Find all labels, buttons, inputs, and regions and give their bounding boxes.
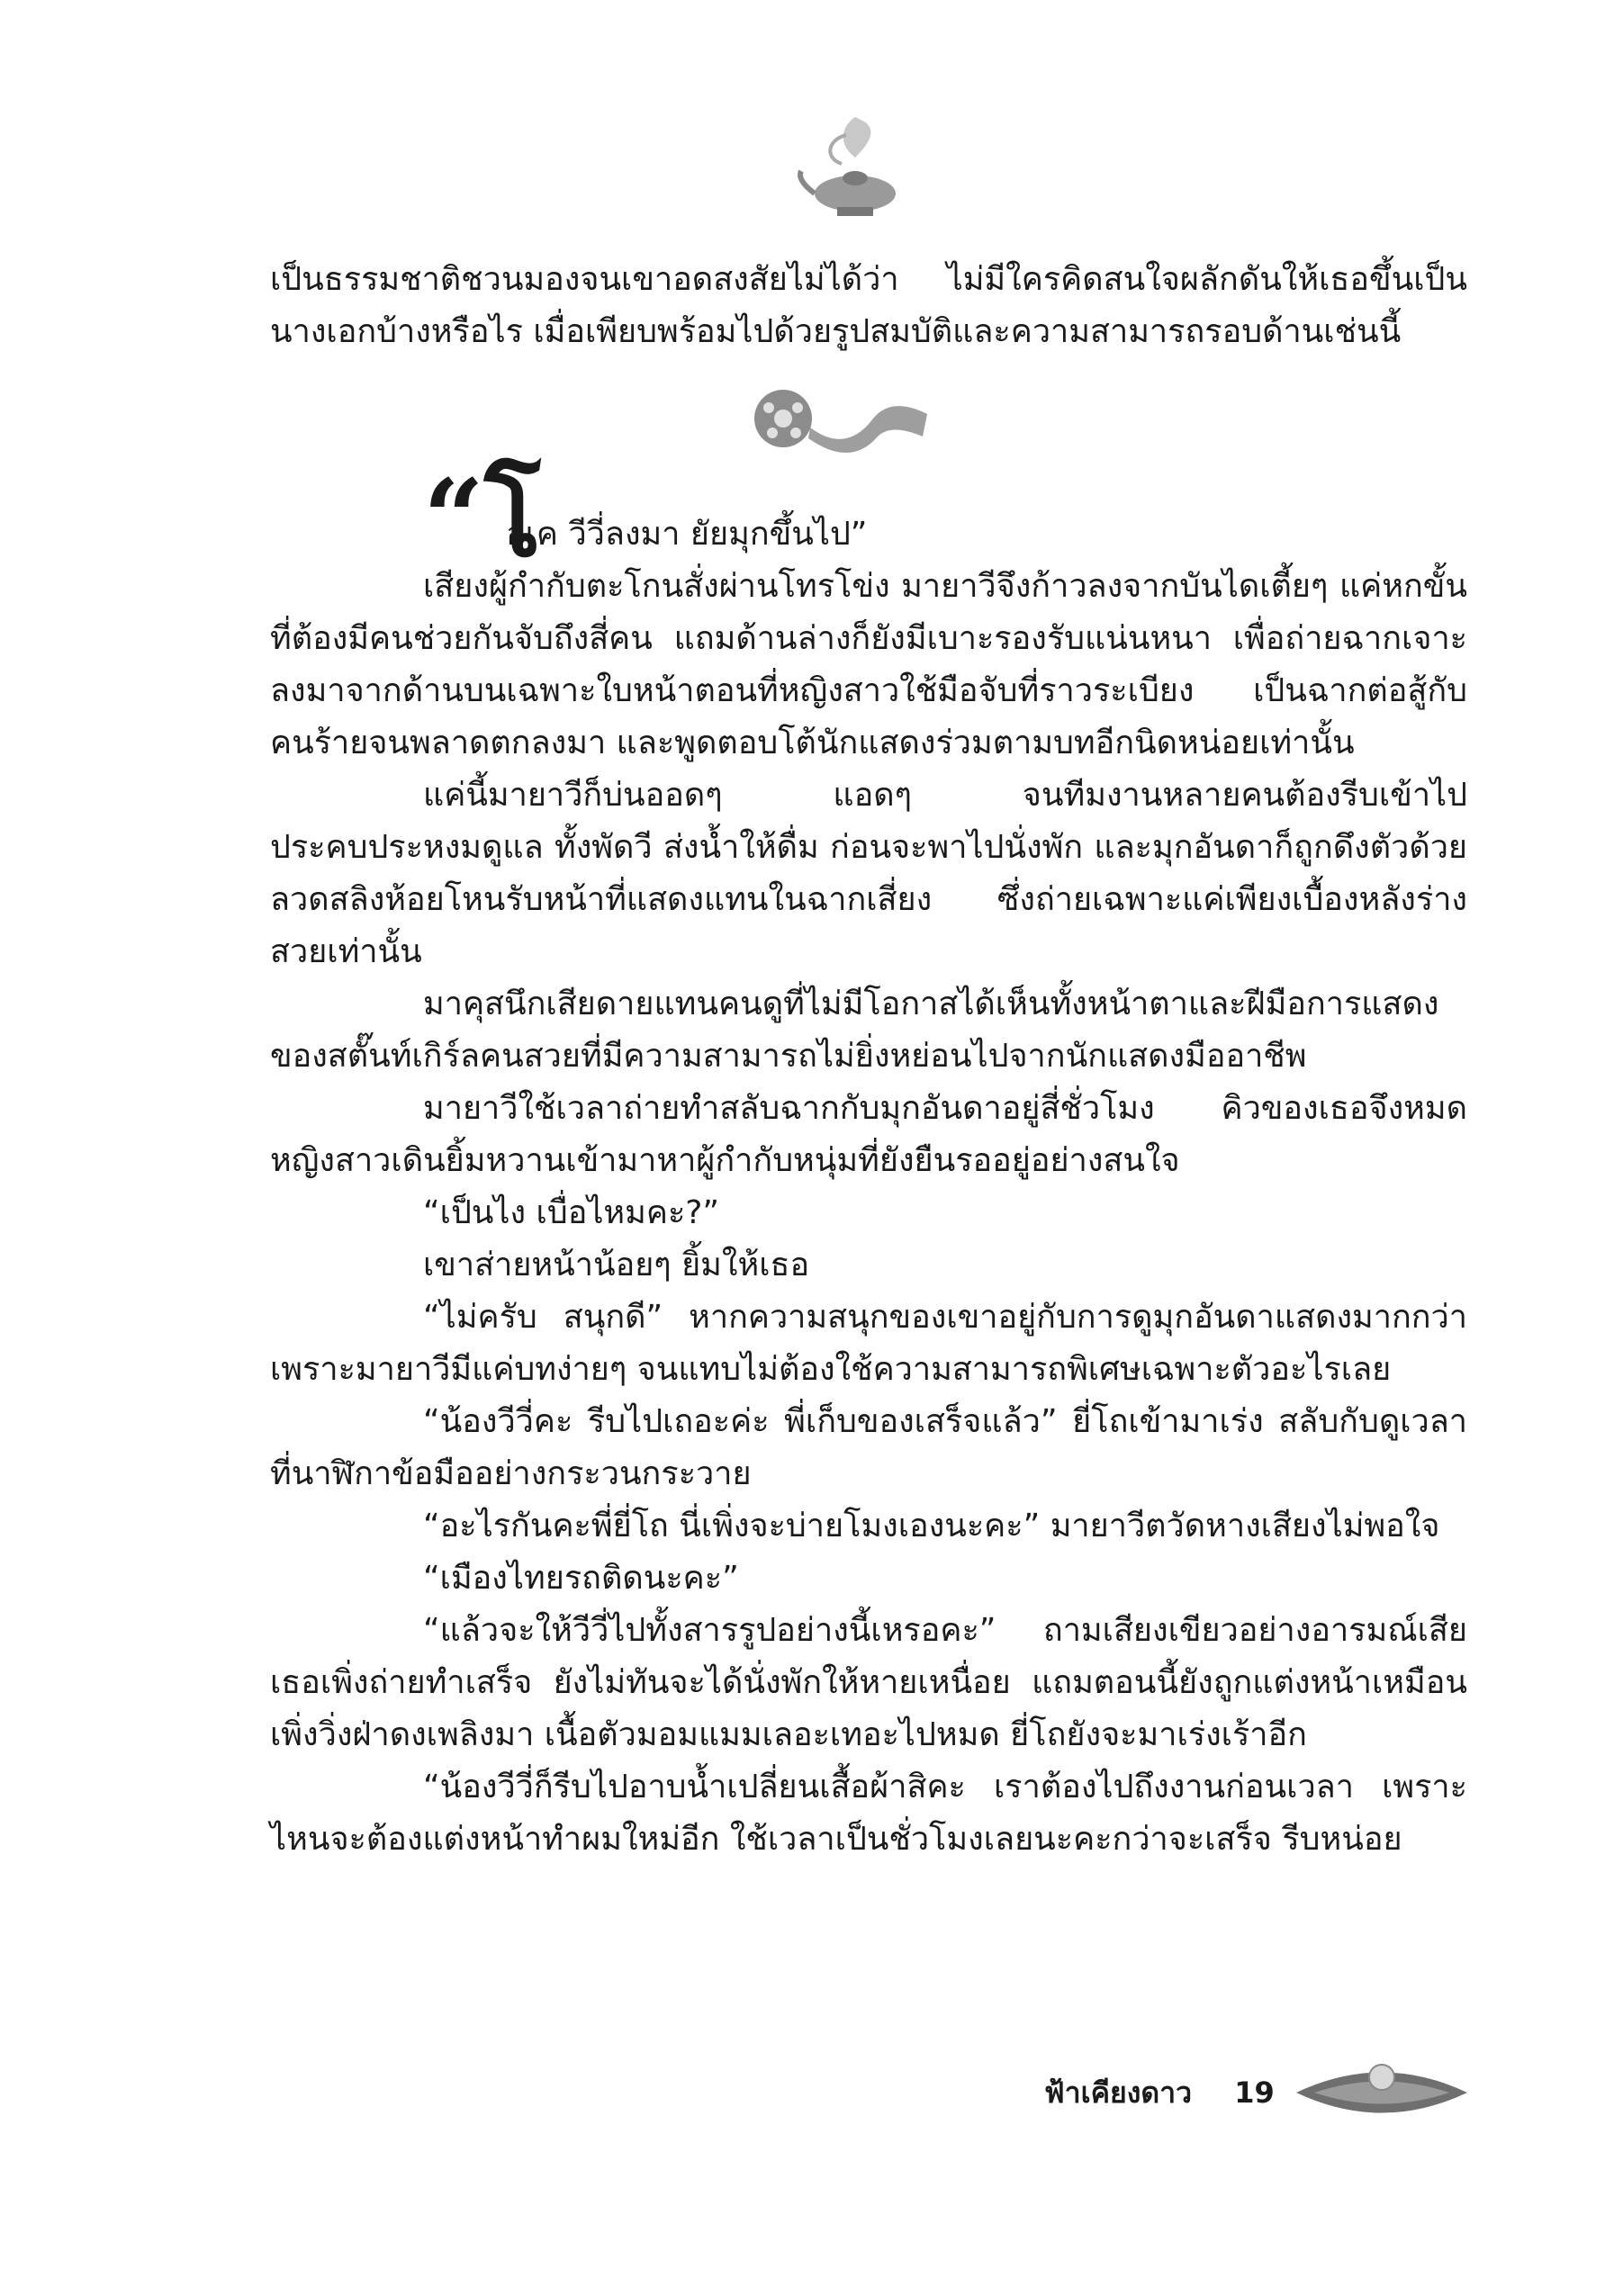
paragraph: “น้องวีวี่ก็รีบไปอาบน้ำเปลี่ยนเสื้อผ้าสิคะ เราต้องไปถึงงานก่อนเวลา เพราะไหนจะต้องแต่งหน้าทำผมใหม่อีก ใช้เวลาเป็นชั่วโมงเลยนะคะกว่าจะเสร็จ รีบหน่อย xyxy=(270,1769,1467,1858)
page-number: 19 xyxy=(1234,2075,1275,2110)
paragraph: มาคุสนึกเสียดายแทนคนดูที่ไม่มีโอกาสได้เห็นทั้งหน้าตาและฝีมือการแสดงของสตั๊นท์เกิร์ลคนสวยที่มีความสามารถไม่ยิ่งหย่อนไปจากนักแสดงมืออาชีพ xyxy=(270,986,1439,1075)
paragraph: แค่นี้มายาวีก็บ่นออดๆ แอดๆ จนทีมงานหลายคนต้องรีบเข้าไปประคบประหงมดูแล ทั้งพัดวี ส่งน้ำให้ดื่ม ก่อนจะพาไปนั่งพัก และมุกอันดาก็ถูกดึงตัวด้วยลวดสลิงห้อยโหนรับหน้าที่แสดงแทนในฉากเสี่ยง ซึ่งถ่ายเฉพาะแค่เพียงเบื้องหลังร่างสวยเท่านั้น xyxy=(270,777,1467,970)
dropcap-line xyxy=(270,455,1467,581)
paragraph: เสียงผู้กำกับตะโกนสั่งผ่านโทรโข่ง มายาวีจึงก้าวลงจากบันไดเตี้ยๆ แค่หกขั้นที่ต้องมีคนช่วยกันจับถึงสี่คน แถมด้านล่างก็ยังมีเบาะรองรับแน่นหนา เพื่อถ่ายฉากเจาะลงมาจากด้านบนเฉพาะใบหน้าตอนที่หญิงสาวใช้มือจับที่ราวระเบียง เป็นฉากต่อสู้กับคนร้ายจนพลาดตกลงมา และพูดตอบโต้นักแสดงร่วมตามบทอีกนิดหน่อยเท่านั้น xyxy=(270,568,1467,761)
paragraph: “เป็นไง เบื่อไหมคะ?” xyxy=(423,1194,720,1231)
paragraph: “อะไรกันคะพี่ยี่โถ นี่เพิ่งจะบ่ายโมงเองนะคะ” มายาวีตวัดหางเสียงไม่พอใจ xyxy=(423,1508,1440,1544)
film-reel-ornament xyxy=(747,383,945,455)
genie-lamp-ornament xyxy=(792,108,918,225)
intro-paragraph: เป็นธรรมชาติชวนมองจนเขาอดสงสัยไม่ได้ว่า ไม่มีใครคิดสนใจผลักดันให้เธอขึ้นเป็นนางเอกบ้างหรือไร เมื่อเพียบพร้อมไปด้วยรูปสมบัติและความสามารถรอบด้านเช่นนี้ xyxy=(270,261,1467,350)
paragraph: “น้องวีวี่คะ รีบไปเถอะค่ะ พี่เก็บของเสร็จแล้ว” ยี่โถเข้ามาเร่ง สลับกับดูเวลาที่นาฬิกาข้อมืออย่างกระวนกระวาย xyxy=(270,1403,1467,1492)
paragraph: เขาส่ายหน้าน้อยๆ ยิ้มให้เธอ xyxy=(423,1247,810,1283)
paragraph: “ไม่ครับ สนุกดี” หากความสนุกของเขาอยู่กับการดูมุกอันดาแสดงมากกว่าเพราะมายาวีมีแค่บทง่ายๆ จนแทบไม่ต้องใช้ความสามารถพิเศษเฉพาะตัวอะไรเลย xyxy=(270,1299,1467,1388)
paragraph: “แล้วจะให้วีวี่ไปทั้งสารรูปอย่างนี้เหรอคะ” ถามเสียงเขียวอย่างอารมณ์เสียเธอเพิ่งถ่ายทำเสร็จ ยังไม่ทันจะได้นั่งพักให้หายเหนื่อย แถมตอนนี้ยังถูกแต่งหน้าเหมือนเพิ่งวิ่งฝ่าดงเพลิงมา เนื้อตัวมอมแมมเลอะเทอะไปหมด ยี่โถยังจะมาเร่งเร้าอีก xyxy=(270,1612,1467,1753)
main-text xyxy=(270,455,1467,1866)
dropcap-rest: อเค วีวี่ลงมา ยัยมุกขึ้นไป” xyxy=(506,516,868,553)
cushion-ornament xyxy=(1287,2043,1476,2142)
paragraph: “เมืองไทยรถติดนะคะ” xyxy=(423,1560,739,1597)
page-footer xyxy=(1044,2070,1307,2116)
book-title: ฟ้าเคียงดาว xyxy=(1044,2075,1193,2110)
dropcap-letter: “โ xyxy=(423,455,542,581)
paragraph: มายาวีใช้เวลาถ่ายทำสลับฉากกับมุกอันดาอยู่สี่ชั่วโมง คิวของเธอจึงหมดหญิงสาวเดินยิ้มหวานเข้ามาหาผู้กำกับหนุ่มที่ยังยืนรออยู่อย่างสนใจ xyxy=(270,1090,1467,1179)
intro-text xyxy=(270,254,1467,358)
